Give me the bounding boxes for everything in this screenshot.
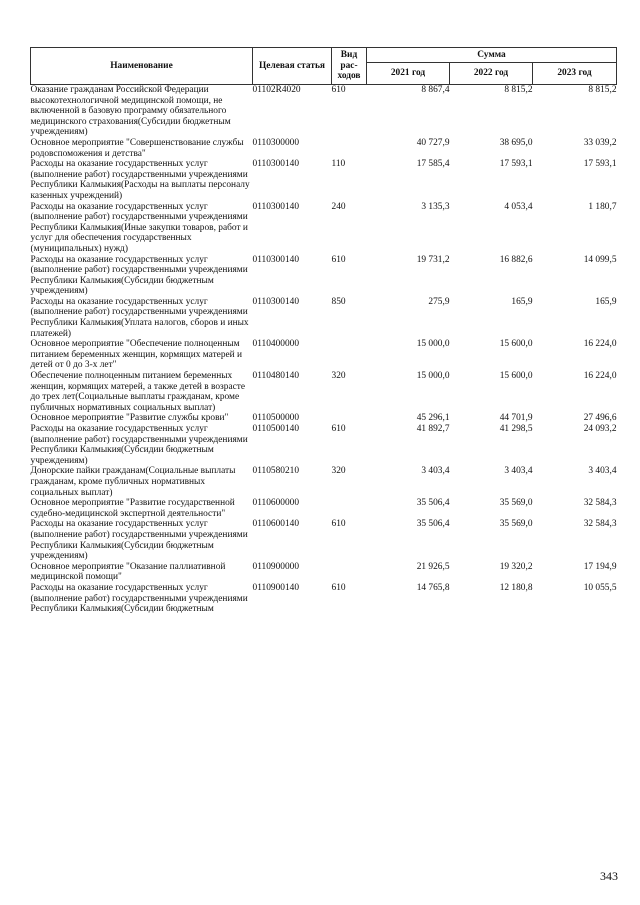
row-expense-type: 850 [331, 296, 346, 307]
row-expense-type [332, 413, 367, 424]
row-amount-2022: 35 569,0 [499, 519, 533, 530]
row-target-code: 0110480140 [252, 371, 300, 382]
row-expense-type [332, 138, 367, 159]
row-amount-2023: 16 224,0 [583, 339, 617, 350]
row-expense-type [332, 562, 367, 583]
row-amount-2023: 10 055,5 [583, 582, 617, 593]
row-amount-2023: 24 093,2 [583, 424, 617, 434]
row-target-code: 0110600140 [252, 519, 300, 530]
row-target-code: 0110400000 [252, 339, 300, 350]
row-amount-2023: 27 496,6 [583, 413, 617, 424]
row-name: Оказание гражданам Российской Федерации высокотехнологичной медицинской помощи, не включенной в базовую программу обязательного медицинского страхования(Субсидии бюджетным учреждениям) [30, 85, 231, 138]
row-amount-2022: 3 403,4 [504, 466, 533, 477]
row-amount-2022: 19 320,2 [499, 561, 533, 572]
row-name: Донорские пайки гражданам(Социальные выплаты гражданам, кроме публичных нормативных социальных выплат) [30, 466, 236, 498]
row-name: Расходы на оказание государственных услуг (выполнение работ) государственными учреждениями Республики Калмыкия(Субсидии бюджетным учреждениям) [30, 424, 248, 466]
row-name: Основное мероприятие "Развитие государственной судебно-медицинской экспертной деятельности" [30, 498, 235, 519]
header-sum: Сумма [367, 48, 617, 63]
row-amount-2022: 35 569,0 [499, 498, 533, 509]
table-row [31, 562, 617, 583]
table-row [31, 583, 617, 615]
header-2021: 2021 год [367, 63, 450, 85]
row-amount-2021: 8 867,4 [421, 85, 450, 95]
row-target-code: 0110300000 [252, 137, 300, 148]
row-expense-type [332, 498, 367, 519]
row-amount-2023: 3 403,4 [588, 466, 617, 477]
row-target-code: 0110580210 [252, 466, 300, 477]
row-name: Расходы на оказание государственных услуг (выполнение работ) государственными учреждениями Республики Калмыкия(Субсидии бюджетным учреждениям) [30, 254, 248, 297]
row-expense-type: 320 [331, 371, 346, 382]
table-row [31, 371, 617, 413]
row-amount-2022: 41 298,5 [499, 424, 533, 434]
row-amount-2023: 17 194,9 [583, 561, 617, 572]
row-amount-2022: 44 701,9 [499, 413, 533, 424]
row-amount-2023: 8 815,2 [588, 85, 617, 95]
header-type: Вид рас-ходов [332, 48, 367, 85]
row-target-code: 0110300140 [252, 296, 300, 307]
row-amount-2022: 38 695,0 [499, 137, 533, 148]
table-row [31, 498, 617, 519]
row-expense-type: 610 [331, 424, 346, 434]
row-amount-2021: 15 000,0 [416, 339, 450, 350]
row-name: Расходы на оказание государственных услуг (выполнение работ) государственными учреждениями Республики Калмыкия(Расходы на выплаты персоналу казенных учреждений) [30, 159, 250, 201]
row-target-code: 0110300140 [252, 201, 300, 212]
row-name: Основное мероприятие "Развитие службы крови" [30, 413, 229, 424]
row-amount-2021: 15 000,0 [416, 371, 450, 382]
row-amount-2021: 14 765,8 [416, 582, 450, 593]
header-2023: 2023 год [533, 63, 617, 85]
row-target-code: 01102R4020 [252, 85, 301, 95]
row-amount-2021: 3 403,4 [421, 466, 450, 477]
row-amount-2023: 1 180,7 [588, 201, 617, 212]
row-amount-2022: 12 180,8 [499, 582, 533, 593]
table-row [31, 255, 617, 297]
table-row [31, 466, 617, 498]
table-header [31, 48, 617, 85]
row-amount-2021: 45 296,1 [416, 413, 450, 424]
row-amount-2021: 41 892,7 [416, 424, 450, 434]
row-amount-2022: 8 815,2 [504, 85, 533, 95]
row-amount-2021: 40 727,9 [416, 137, 450, 148]
row-target-code: 0110300140 [252, 254, 300, 265]
header-name: Наименование [31, 48, 253, 85]
table-row [31, 138, 617, 159]
row-name: Обеспечение полноценным питанием беременных женщин, кормящих матерей, а также детей в возрасте до трех лет(Социальные выплаты гражданам, кроме публичных нормативных социальных выплат) [30, 371, 246, 413]
row-name: Расходы на оказание государственных услуг (выполнение работ) государственными учреждениями Республики Калмыкия(Субсидии бюджетным учреждениям) [30, 519, 248, 562]
row-expense-type: 240 [331, 201, 346, 212]
row-expense-type: 610 [331, 519, 346, 530]
row-amount-2022: 4 053,4 [504, 201, 533, 212]
row-amount-2022: 16 882,6 [499, 254, 533, 265]
row-target-code: 0110900140 [252, 582, 300, 593]
row-name: Основное мероприятие "Оказание паллиативной медицинской помощи" [30, 561, 226, 583]
row-expense-type [332, 339, 367, 371]
row-amount-2023: 165,9 [595, 296, 617, 307]
row-amount-2021: 275,9 [428, 296, 450, 307]
row-amount-2023: 14 099,5 [583, 254, 617, 265]
row-amount-2022: 165,9 [511, 296, 533, 307]
row-target-code: 0110600000 [252, 498, 300, 509]
row-expense-type: 110 [331, 159, 346, 170]
page-number: 343 [600, 869, 618, 883]
row-amount-2022: 17 593,1 [499, 159, 533, 170]
table-row [31, 339, 617, 371]
table-row [31, 202, 617, 255]
row-expense-type: 320 [331, 466, 346, 477]
row-expense-type: 610 [331, 582, 346, 593]
table-row [31, 519, 617, 561]
row-amount-2023: 16 224,0 [583, 371, 617, 382]
table-row [31, 413, 617, 424]
row-target-code: 0110500000 [252, 413, 300, 424]
table-row [31, 159, 617, 201]
row-name: Основное мероприятие "Совершенствование службы родовспоможения и детства" [30, 137, 244, 159]
row-expense-type: 610 [331, 254, 346, 265]
table-row [31, 424, 617, 466]
row-amount-2022: 15 600,0 [499, 371, 533, 382]
row-amount-2023: 32 584,3 [583, 498, 617, 509]
row-target-code: 0110500140 [252, 424, 300, 434]
row-amount-2023: 17 593,1 [583, 159, 617, 170]
table-body [31, 85, 617, 615]
row-expense-type: 610 [331, 85, 346, 95]
row-amount-2023: 33 039,2 [583, 137, 617, 148]
row-amount-2023: 32 584,3 [583, 519, 617, 530]
row-target-code: 0110300140 [252, 159, 300, 170]
row-name: Расходы на оказание государственных услуг (выполнение работ) государственными учреждениями Республики Калмыкия(Иные закупки товаров, работ и услуг для обеспечения государственных (муниципальных) нужд) [30, 201, 248, 254]
table-row [31, 85, 617, 138]
row-name: Основное мероприятие "Обеспечение полноценным питанием беременных женщин, кормящих матерей и детей от 0 до 3-х лет" [30, 339, 243, 371]
row-amount-2021: 21 926,5 [416, 561, 450, 572]
row-amount-2021: 35 506,4 [416, 519, 450, 530]
header-2022: 2022 год [450, 63, 533, 85]
row-amount-2021: 35 506,4 [416, 498, 450, 509]
header-target: Целевая статья [253, 48, 332, 85]
row-target-code: 0110900000 [252, 561, 300, 572]
row-amount-2021: 3 135,3 [421, 201, 450, 212]
row-amount-2021: 17 585,4 [416, 159, 450, 170]
budget-table [30, 47, 617, 615]
row-name: Расходы на оказание государственных услуг (выполнение работ) государственными учреждениями Республики Калмыкия(Субсидии бюджетным [30, 582, 248, 615]
table-row [31, 297, 617, 339]
row-amount-2022: 15 600,0 [499, 339, 533, 350]
row-name: Расходы на оказание государственных услуг (выполнение работ) государственными учреждениями Республики Калмыкия(Уплата налогов, сборов и иных платежей) [30, 296, 249, 339]
row-amount-2021: 19 731,2 [416, 254, 450, 265]
